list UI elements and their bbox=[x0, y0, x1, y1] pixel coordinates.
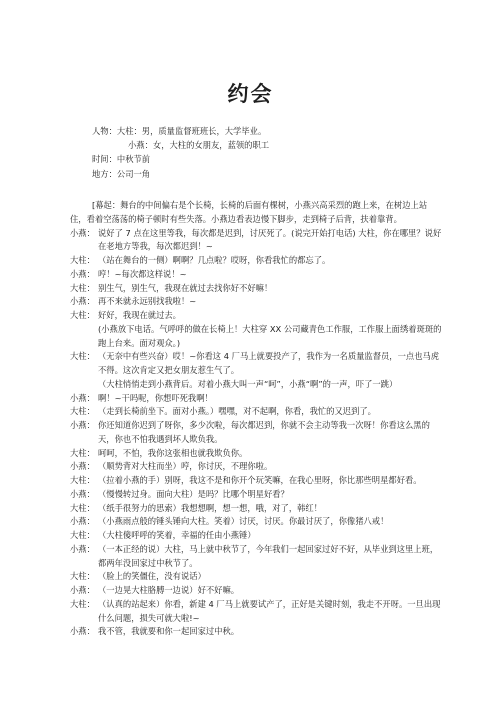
line-text: （走到长椅前坐下。面对小燕。）嘿嘿，对不起啊，你看，我忙的又迟到了。 bbox=[98, 406, 376, 417]
line-text: （大柱傻呼呼的笑着，幸福的任由小燕锤） bbox=[98, 530, 256, 540]
script-line bbox=[70, 419, 442, 447]
script-line bbox=[70, 488, 442, 502]
speaker-label: 小燕： bbox=[70, 516, 95, 527]
speaker-label: 大柱： bbox=[70, 282, 95, 293]
line-text: （顺势背对大柱而坐）哼，你讨厌，不理你啦。 bbox=[98, 461, 273, 472]
characters-line: 人物：大柱：男，质量监督班班长，大学毕业。 bbox=[92, 126, 267, 136]
line-text: (小燕放下电话。气呼呼的做在长椅上！大柱穿 XX 公司藏青色工作服，工作服上面绣着斑斑的跑上台来。面对观众。) bbox=[98, 323, 442, 348]
speaker-label: 大柱： bbox=[70, 447, 95, 458]
script-line bbox=[70, 378, 442, 392]
line-text: （无奈中有些兴奋）哎！~你看这 4 厂马上就要投产了，我作为一名质量监督员，一点也马虎不得。这次肯定又把女朋友惹生气了。 bbox=[98, 351, 440, 375]
script-line bbox=[70, 309, 442, 323]
script-body bbox=[70, 199, 442, 639]
speaker-label: 小燕： bbox=[70, 420, 95, 430]
script-line bbox=[70, 543, 442, 571]
speaker-label: 小燕： bbox=[70, 296, 95, 307]
line-text: 我不管，我就要和你一起回家过中秋。 bbox=[98, 626, 240, 637]
place-line: 地方：公司一角 bbox=[92, 168, 151, 179]
time-line: 时间：中秋节前 bbox=[92, 154, 151, 165]
line-text: 你还知道你迟到了呀你，多少次啦，每次都迟到，你就不会主动等我一次呀！你看这么黑的天，你也不怕我遇到坏人欺负我。 bbox=[98, 420, 430, 444]
speaker-label: 小燕： bbox=[70, 461, 95, 472]
line-text: （站在舞台的一侧）啊啊？几点啦？哎呀，你看我忙的都忘了。 bbox=[98, 255, 331, 265]
script-line bbox=[70, 268, 442, 282]
line-text: （慢慢转过身。面向大柱）是吗？比哪个明星好看？ bbox=[98, 488, 289, 499]
speaker-label: 小燕： bbox=[70, 626, 95, 637]
speaker-label: 小燕： bbox=[70, 585, 95, 595]
speaker-label: 大柱： bbox=[70, 571, 95, 582]
speaker-label: 大柱： bbox=[70, 530, 95, 540]
line-text: 好好，我现在就过去。 bbox=[98, 310, 181, 320]
speaker-label: 大柱： bbox=[70, 502, 95, 513]
script-line bbox=[70, 295, 442, 309]
script-line bbox=[70, 474, 442, 488]
script-line bbox=[70, 502, 442, 516]
line-text: （纸手很努力的思索）我想想啊，想一想，哦，对了，韩红！ bbox=[98, 502, 323, 513]
script-line bbox=[70, 625, 442, 639]
character-info bbox=[92, 124, 269, 181]
document-title: 约会 bbox=[227, 82, 274, 106]
line-text: 说好了 7 点在这里等我，每次都是迟到，讨厌死了。(说完开始打电话) 大柱，你在哪里？说好在老地方等我，每次都迟到！~ bbox=[98, 227, 442, 252]
script-line bbox=[70, 447, 442, 461]
speaker-label: 小燕： bbox=[70, 543, 95, 554]
line-text: （大柱悄悄走到小燕背后。对着小燕大叫一声“呵”，小燕“啊”的一声，吓了一跳） bbox=[98, 378, 398, 389]
speaker-label: 小燕： bbox=[70, 392, 95, 403]
script-line bbox=[70, 405, 442, 419]
line-text: 哼！~每次都这样说！~ bbox=[98, 268, 187, 279]
script-line bbox=[70, 199, 442, 227]
script-line bbox=[70, 529, 442, 543]
line-text: （一本正经的说）大柱，马上就中秋节了，今年我们一起回家过好不好，从毕业到这里上班，都两年没回家过中秋节了。 bbox=[98, 543, 439, 568]
line-text: （小燕雨点般的锤头锤向大柱。笑着）讨厌，讨厌。你最讨厌了，你像猪八戒！ bbox=[98, 516, 389, 527]
speaker-label: 小燕： bbox=[70, 227, 95, 238]
speaker-label: 大柱： bbox=[70, 598, 95, 609]
script-line bbox=[70, 570, 442, 584]
speaker-label: 大柱： bbox=[70, 406, 95, 417]
script-line bbox=[70, 460, 442, 474]
line-text: （认真的站起来）你看，新建 4 厂马上就要试产了，正好是关键时刻，我走不开呀。一旦出现什么问题，损失可就大啦!~ bbox=[98, 598, 441, 623]
speaker-label: 大柱： bbox=[70, 310, 95, 320]
script-line bbox=[70, 227, 442, 255]
script-line bbox=[70, 254, 442, 268]
script-line bbox=[70, 323, 442, 351]
script-line bbox=[70, 515, 442, 529]
script-line bbox=[70, 282, 442, 296]
script-line bbox=[70, 598, 442, 626]
line-text: （脸上的笑僵住，没有说话） bbox=[98, 571, 206, 582]
line-text: 别生气，别生气，我现在就过去找你好不好嘛！ bbox=[98, 282, 273, 293]
script-line bbox=[70, 584, 442, 598]
script-line bbox=[70, 350, 442, 378]
line-text: （一边晃大柱胳膊一边说）好不好嘛。 bbox=[98, 585, 240, 595]
speaker-label: 大柱： bbox=[70, 351, 95, 362]
speaker-label: 小燕： bbox=[70, 268, 95, 279]
line-text: [幕起：舞台的中间偏右是个长椅，长椅的后面有棵树，小燕兴高采烈的跑上来，在树边上站住，看着空荡荡的椅子顿时有些失落。小燕边看表边慢下脚步，走到椅子后背，扶着靠背。 bbox=[70, 200, 428, 224]
line-text: （拉着小燕的手）别呀，我这不是和你开个玩笑嘛，在我心里呀，你比那些明星都好看。 bbox=[98, 475, 422, 485]
line-text: 啊！~干吗呢，你想吓死我啊！ bbox=[98, 392, 213, 403]
line-text: 呵呵，不怕，我你这张相也就我欺负你。 bbox=[98, 447, 248, 458]
speaker-label: 大柱： bbox=[70, 255, 95, 265]
line-text: 再不来就永远别找我啦！~ bbox=[98, 296, 197, 307]
speaker-label: 小燕： bbox=[70, 488, 95, 499]
speaker-label: 大柱： bbox=[70, 475, 95, 485]
characters-line-2: 小燕：女，大柱的女朋友，蓝领的职工 bbox=[128, 140, 270, 151]
script-line bbox=[70, 392, 442, 406]
